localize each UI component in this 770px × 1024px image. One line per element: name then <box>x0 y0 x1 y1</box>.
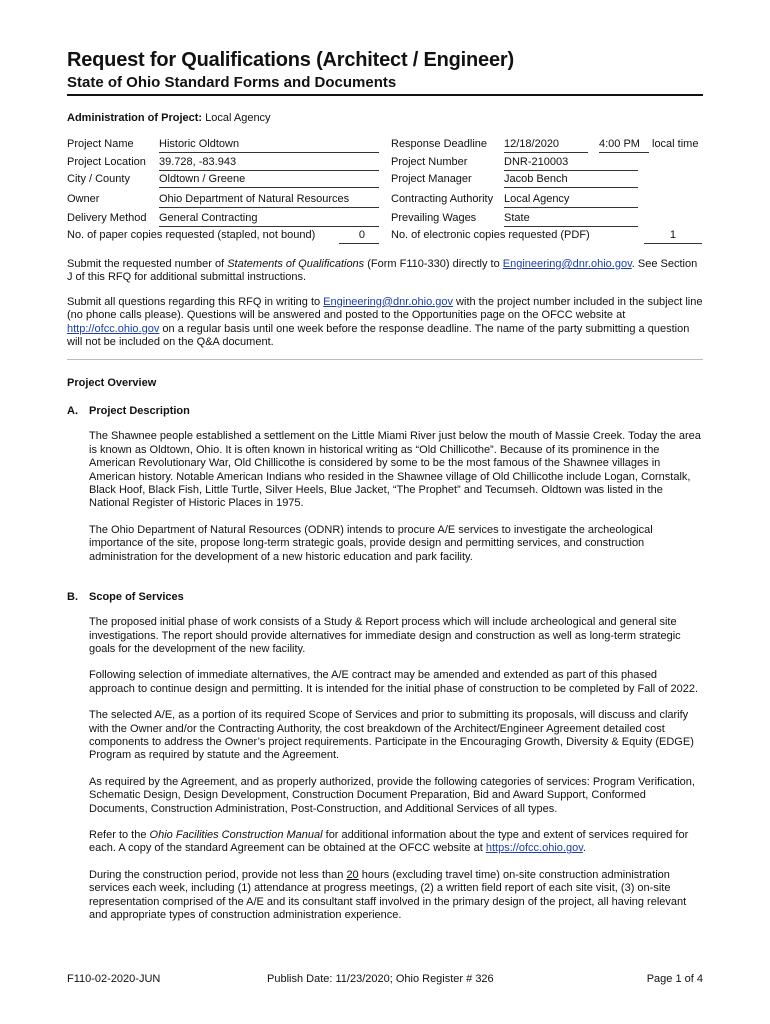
project-fields <box>67 138 703 248</box>
city-county-label: City / County <box>67 173 130 185</box>
paper-copies-label: No. of paper copies requested (stapled, not bound) <box>67 229 316 241</box>
section-b-paragraph: The selected A/E, as a portion of its required Scope of Services and prior to submitting its proposals, will discuss and clarify with the Owner and/or the Contracting Authority, the cost breakdown of the Architect/Engineer Agreement detailed cost components to address the Owner’s project requirements. Participate in the Encouraging Growth, Diversity & Equity (EDGE) Program as required by statute and the Agreement. <box>89 709 694 762</box>
section-b-paragraph: The proposed initial phase of work consists of a Study & Report process which will include archeological and general site investigations. The report should provide alternatives for immediate design and construction as well as long-term strategic goals for the development of the new facility. <box>89 616 681 655</box>
paper-copies-value: 0 <box>339 229 379 244</box>
contracting-authority-value: Local Agency <box>504 193 638 208</box>
ofcc-agreement-link[interactable]: https://ofcc.ohio.gov <box>485 842 583 855</box>
project-name-label: Project Name <box>67 138 134 150</box>
section-b-body <box>89 616 703 922</box>
electronic-copies-label: No. of electronic copies requested (PDF) <box>391 229 590 241</box>
section-a-paragraph: The Ohio Department of Natural Resources (ODNR) intends to procure A/E services to investigate the archeological importance of the site, propose long-term strategic goals, provide design and permitting services, and construction administration for the development of a new historic education and park facility. <box>89 523 653 563</box>
page-title: Request for Qualifications (Architect / Engineer) <box>67 49 514 71</box>
section-a-heading: A. Project Description <box>67 405 190 418</box>
project-manager-value: Jacob Bench <box>504 173 638 188</box>
admin-value: Local Agency <box>205 112 271 124</box>
section-divider <box>67 359 703 360</box>
project-manager-label: Project Manager <box>391 173 472 185</box>
section-b-heading: B. Scope of Services <box>67 591 184 604</box>
page-number: Page 1 of 4 <box>646 973 703 985</box>
title-rule <box>67 94 703 96</box>
page-subtitle: State of Ohio Standard Forms and Documents <box>67 74 397 91</box>
ofcc-link[interactable]: http://ofcc.ohio.gov <box>67 322 160 335</box>
admin-label: Administration of Project: <box>67 112 203 124</box>
section-b-paragraph: Following selection of immediate alternatives, the A/E contract may be amended and extended as part of this phased approach to continue design and permitting. It is intended for the initial phase of construction to be completed by Fall of 2022. <box>89 669 699 695</box>
response-deadline-time: 4:00 PM <box>599 138 649 153</box>
electronic-copies-value: 1 <box>644 229 702 244</box>
section-b-paragraph: Refer to the Ohio Facilities Construction Manual for additional information about the type and extent of services required for each. A copy of the standard Agreement can be obtained at the OFCC website at https://ofcc.ohio.gov. <box>89 828 689 855</box>
contracting-authority-label: Contracting Authority <box>391 193 494 205</box>
email-link[interactable]: Engineering@dnr.ohio.gov <box>502 258 632 270</box>
section-b-paragraph: As required by the Agreement, and as properly authorized, provide the following categories of services: Program Verification, Schematic Design, Design Development, Construction Document Preparation, Bid and Award Support, Conformed Documents, Construction Administration, Post-Construction, and Additional Services of all types. <box>89 775 695 815</box>
document-page <box>67 48 703 922</box>
admin-line <box>67 112 703 124</box>
response-deadline-date: 12/18/2020 <box>504 138 588 153</box>
section-a-paragraph: The Shawnee people established a settlement on the Little Miami River just below the mouth of Massie Creek. Today the area is known as Oldtown, Ohio. It is often known in historical writing as “Old Chillicothe”. Because of its prominence in the American Revolutionary War, Old Chillicothe is considered by some to be the most famous of the Shawnee villages in American history. Notable American Indians who resided in the Shawnee village of Old Chillicothe include Logan, Cornstalk, Black Hoof, Black Fish, Little Turtle, Silver Heels, Blue Jacket, “The Prophet” and Tecumseh. Oldtown was listed in the National Register of Historic Places in 1975. <box>89 430 701 510</box>
email-link-2[interactable]: Engineering@dnr.ohio.gov <box>323 295 453 308</box>
owner-value: Ohio Department of Natural Resources <box>159 193 379 208</box>
project-overview-heading: Project Overview <box>67 377 157 390</box>
local-time-label: local time <box>652 138 699 150</box>
project-number-label: Project Number <box>391 156 468 168</box>
city-county-value: Oldtown / Greene <box>159 173 379 188</box>
submit-instructions: Submit the requested number of Statements of Qualifications (Form F110-330) directly to Engineering@dnr.ohio.gov. See Section J of this RFQ for additional submittal instructions. <box>67 258 698 284</box>
project-number-value: DNR-210003 <box>504 156 638 171</box>
owner-label: Owner <box>67 193 100 205</box>
prevailing-wages-label: Prevailing Wages <box>391 212 477 224</box>
questions-instructions: Submit all questions regarding this RFQ in writing to Engineering@dnr.ohio.gov with the project number included in the subject line (no phone calls please). Questions will be answered and posted to the Opportunities page on the OFCC website at http://ofcc.ohio.gov on a regular basis until one week before the response deadline. The name of the party submitting a question will not be included on the Q&A document. <box>67 295 703 349</box>
project-location-value: 39.728, -83.943 <box>159 156 379 171</box>
project-name-value: Historic Oldtown <box>159 138 379 153</box>
response-deadline-label: Response Deadline <box>391 138 488 150</box>
publish-date: Publish Date: 11/23/2020; Ohio Register # 326 <box>267 973 494 985</box>
prevailing-wages-value: State <box>504 212 638 227</box>
project-location-label: Project Location <box>67 156 146 168</box>
section-b-paragraph: During the construction period, provide not less than 20 hours (excluding travel time) on-site construction administration services each week, including (1) attendance at progress meetings, (2) a written field report of each site visit, (3) on-site representation comprised of the A/E and its consultant staff involved in the primary design of the project, all having relevant and appropriate types of construction administration experience. <box>89 868 687 921</box>
delivery-method-label: Delivery Method <box>67 212 147 224</box>
form-id: F110-02-2020-JUN <box>67 973 161 985</box>
delivery-method-value: General Contracting <box>159 212 379 227</box>
section-a-body <box>89 430 703 564</box>
